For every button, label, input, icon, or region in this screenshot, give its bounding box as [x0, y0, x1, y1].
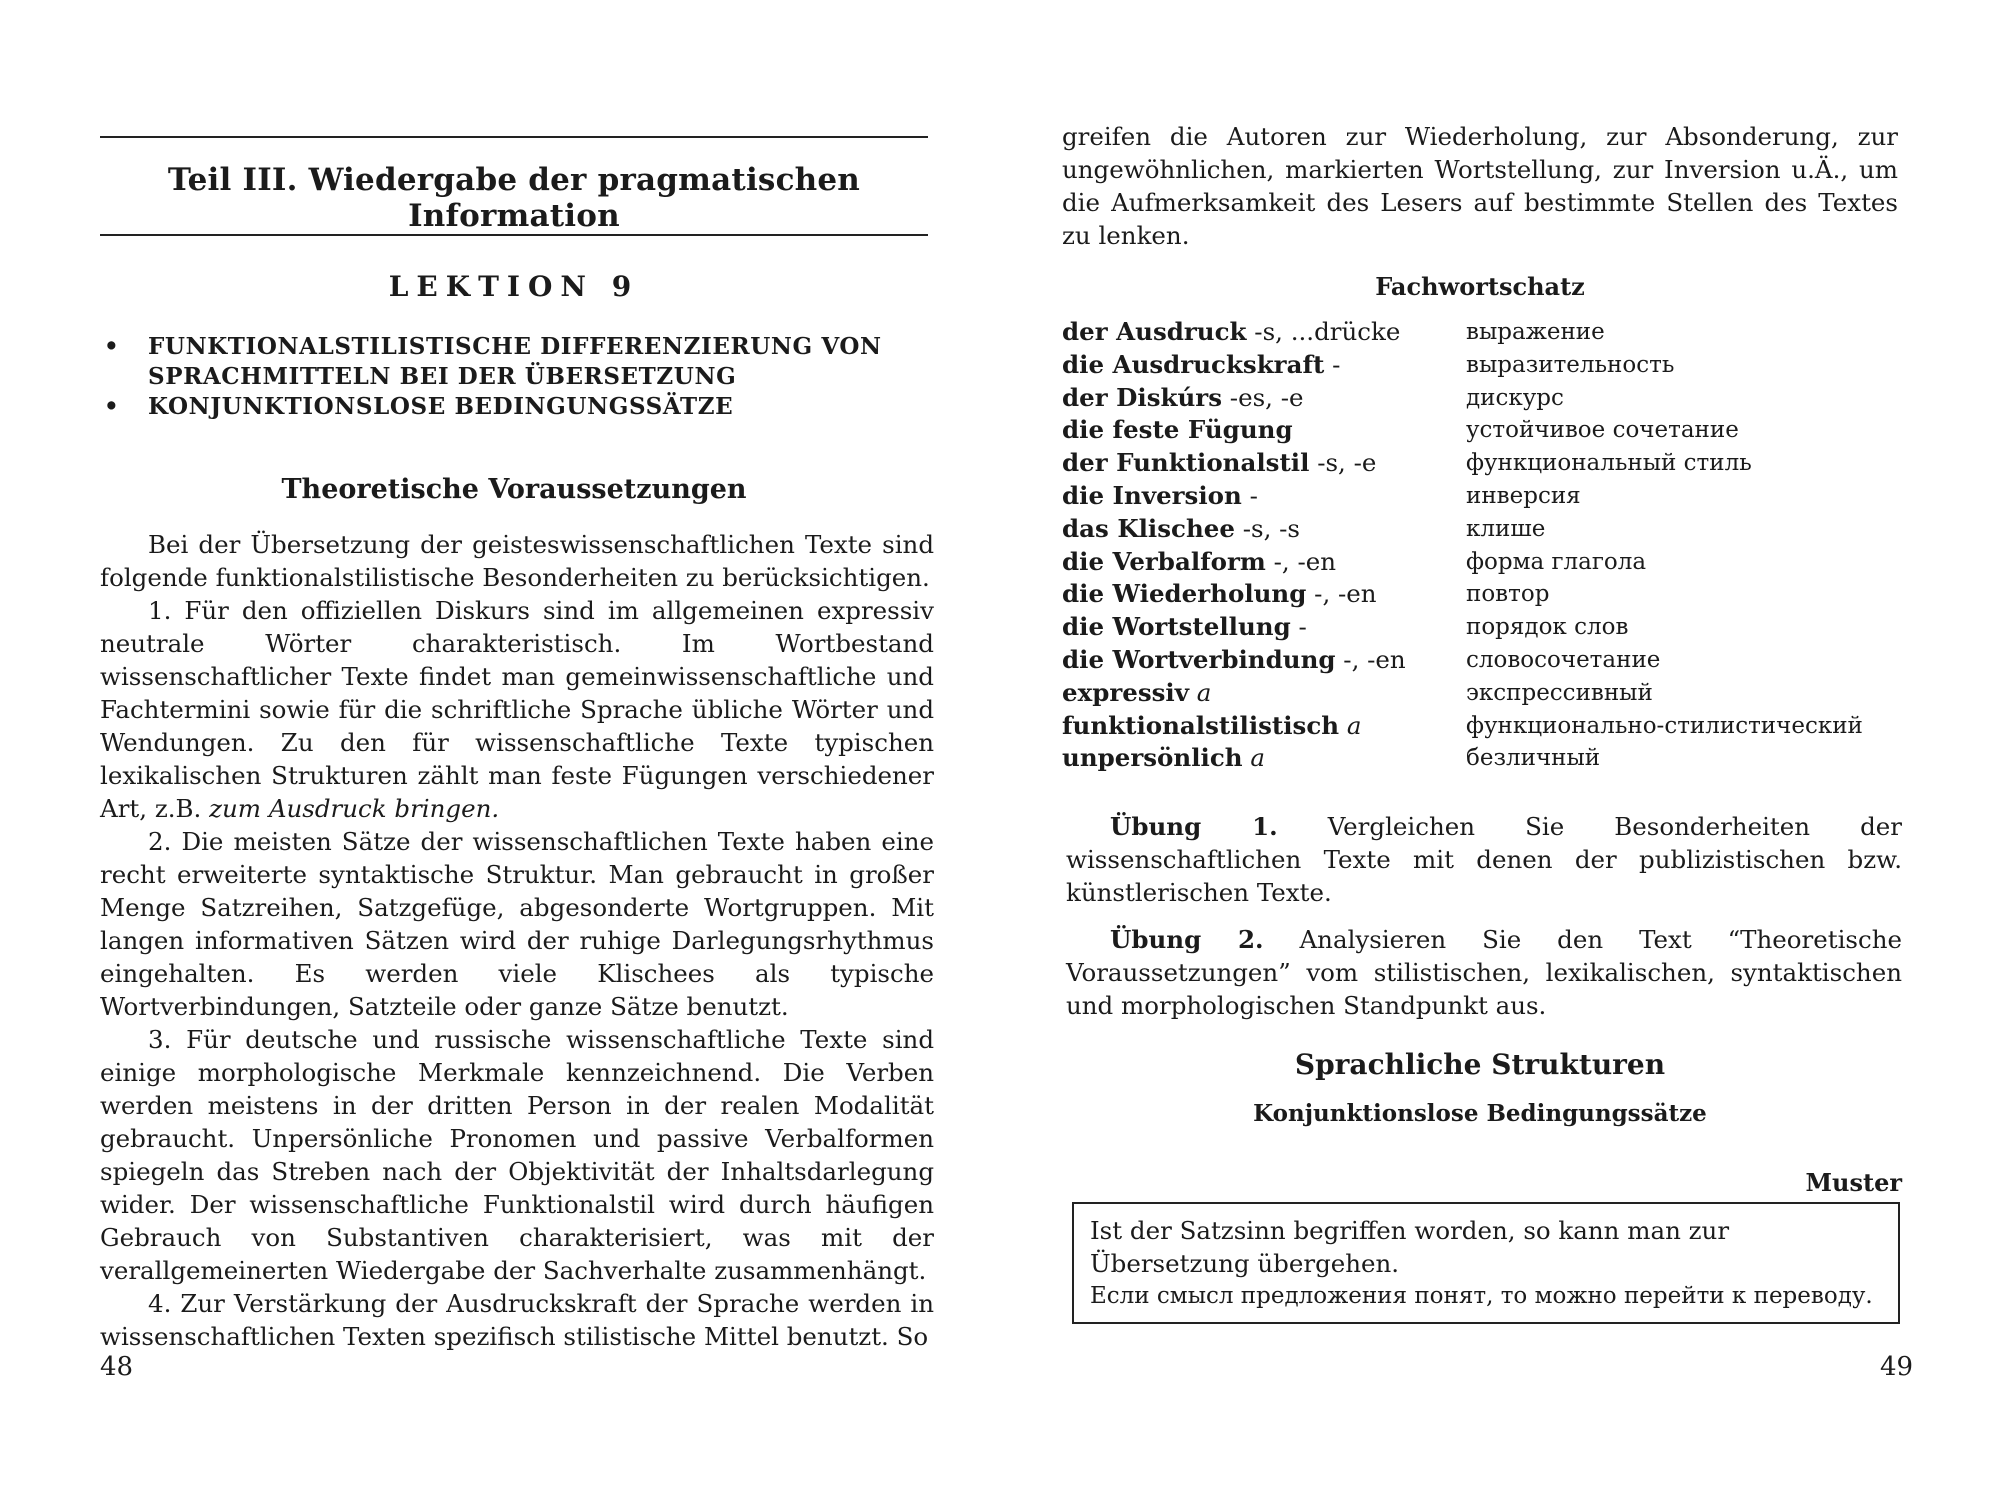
- vocab-row: [1062, 414, 1902, 447]
- vocab-de: [1062, 710, 1466, 743]
- vocab-term: expressiv: [1062, 677, 1189, 707]
- vocab-de: [1062, 742, 1466, 775]
- vocab-row: [1062, 677, 1902, 710]
- topic-item: • FUNKTIONALSTILISTISCHE DIFFERENZIERUNG VON SPRACHMITTELN BEI DER ÜBERSETZUNG: [100, 332, 930, 392]
- vocab-suffix: -: [1241, 480, 1258, 510]
- exercise-1-text: Vergleichen Sie Besonderheiten der wissenschaftlichen Texte mit denen der publizistischen bzw. künstlerischen Texte.: [1066, 812, 1902, 907]
- vocab-row: [1062, 480, 1902, 513]
- vocab-de: [1062, 578, 1466, 611]
- vocab-de: [1062, 382, 1466, 415]
- vocab-suffix: -s, -e: [1309, 448, 1377, 478]
- vocab-title: Fachwortschatz: [1375, 272, 1585, 301]
- vocab-de: [1062, 677, 1466, 710]
- vocab-ru: функциональный стиль: [1466, 450, 1752, 477]
- vocab-de: [1062, 316, 1466, 349]
- vocab-ru: инверсия: [1466, 482, 1581, 509]
- continuation-text: greifen die Autoren zur Wiederholung, zur Absonderung, zur ungewöhnlichen, markierten Wortstellung, zur Inversion u.Ä., um die Aufmerksamkeit des Lesers auf bestimmte Stellen des Textes zu lenken.: [1062, 122, 1898, 250]
- muster-label: Muster: [1805, 1168, 1902, 1197]
- paragraph-2: 2. Die meisten Sätze der wissenschaftlichen Texte haben eine recht erweiterte syntaktische Struktur. Man gebraucht in großer Menge Satzreihen, Satzgefüge, abgesonderte Wortgruppen. Mit langen informativen Sätzen wird der ruhige Darlegungsrhythmus eingehalten. Es werden viele Klischees als typische Wortverbindungen, Satzteile oder ganze Sätze benutzt.: [100, 827, 934, 1021]
- example-russian: Если смысл предложения понят, то можно перейти к переводу.: [1090, 1283, 1873, 1309]
- vocab-row: [1062, 447, 1902, 480]
- vocab-de: [1062, 480, 1466, 513]
- vocab-term: die Ausdruckskraft: [1062, 349, 1325, 379]
- right-page: [1000, 0, 2000, 1486]
- vocab-row: [1062, 546, 1902, 579]
- vocab-ru: экспрессивный: [1466, 679, 1653, 706]
- vocab-suffix: -: [1290, 612, 1307, 642]
- vocab-suffix: -, -en: [1265, 546, 1337, 576]
- vocab-ru: безличный: [1466, 745, 1601, 772]
- vocab-de: [1062, 447, 1466, 480]
- section-title-theory: Theoretische Voraussetzungen: [281, 474, 747, 505]
- vocab-ru: функционально-стилистический: [1466, 712, 1863, 739]
- exercises: [1066, 810, 1902, 1036]
- vocab-de: [1062, 349, 1466, 382]
- vocab-row: [1062, 742, 1902, 775]
- vocab-ru: клише: [1466, 515, 1546, 542]
- vocab-row: [1062, 578, 1902, 611]
- vocab-term: die Wortverbindung: [1062, 644, 1336, 674]
- vocab-ru: выражение: [1466, 319, 1605, 345]
- vocab-suffix: -: [1324, 349, 1341, 379]
- vocab-row: [1062, 349, 1902, 382]
- vocab-ru: повтор: [1466, 581, 1550, 608]
- vocab-term: das Klischee: [1062, 513, 1235, 543]
- part-title: Teil III. Wiedergabe der pragmatischen Information: [167, 162, 861, 234]
- vocab-de: [1062, 644, 1466, 677]
- exercise-2-label: Übung 2.: [1110, 925, 1264, 954]
- vocab-term: die Inversion: [1062, 480, 1242, 510]
- exercise-1-label: Übung 1.: [1110, 812, 1278, 841]
- vocab-suffix: -es, -e: [1222, 382, 1304, 412]
- vocab-term: die Verbalform: [1062, 546, 1266, 576]
- vocab-row: [1062, 513, 1902, 546]
- paragraph-intro: Bei der Übersetzung der geisteswissenschaftlichen Texte sind folgende funktionalstilistische Besonderheiten zu berücksichtigen.: [100, 530, 934, 592]
- vocab-term: der Ausdruck: [1062, 317, 1247, 346]
- vocab-term: funktionalstilistisch: [1062, 710, 1340, 740]
- vocab-suffix: a: [1242, 743, 1265, 773]
- exercise-2: [1066, 923, 1902, 1022]
- vocab-row: [1062, 316, 1902, 349]
- vocab-term: unpersönlich: [1062, 743, 1243, 773]
- section-subtitle-conditional: Konjunktionslose Bedingungssätze: [1253, 1100, 1707, 1127]
- vocab-de: [1062, 546, 1466, 579]
- vocab-suffix: -, -en: [1335, 644, 1406, 674]
- vocab-de: [1062, 611, 1466, 644]
- vocab-suffix: -s, ...drücke: [1246, 317, 1401, 346]
- paragraph-3: 3. Für deutsche und russische wissenschaftliche Texte sind einige morphologische Merkmale kennzeichnend. Die Verben werden meistens in der dritten Person in der realen Modalität gebraucht. Unpersönliche Pronomen und passive Verbalformen spiegeln das Streben nach der Objektivität der Inhaltsdarlegung wider. Der wissenschaftliche Funktionalstil wird durch häufigen Gebrauch von Substantiven charakterisiert, was mit der verallgemeinerten Wiedergabe der Sachverhalte zusammenhängt.: [100, 1025, 934, 1285]
- vocab-ru: форма глагола: [1466, 548, 1647, 575]
- vocab-list: [1062, 316, 1902, 775]
- theory-text: [100, 528, 934, 1353]
- vocab-ru: дискурс: [1466, 384, 1564, 411]
- vocab-ru: порядок слов: [1466, 614, 1629, 641]
- example-german: Ist der Satzsinn begriffen worden, so kann man zur Übersetzung übergehen.: [1090, 1216, 1730, 1278]
- title-rule-bottom: [100, 234, 928, 236]
- vocab-suffix: -s, -s: [1234, 513, 1301, 543]
- paragraph-1: [100, 594, 934, 825]
- vocab-row: [1062, 710, 1902, 743]
- vocab-suffix: a: [1339, 710, 1362, 740]
- vocab-term: die Wortstellung: [1062, 612, 1291, 642]
- topic-list: [100, 332, 930, 422]
- lesson-heading: LEKTION 9: [388, 270, 640, 303]
- vocab-de: [1062, 414, 1466, 447]
- vocab-ru: устойчивое сочетание: [1466, 417, 1739, 444]
- paragraph-1-text: 1. Für den offiziellen Diskurs sind im allgemeinen expressiv neutrale Wörter charakteristisch. Im Wortbestand wissenschaftlicher Texte findet man gemeinwissenschaftliche und Fachtermini sowie für die schriftliche Sprache übliche Wörter und Wendungen. Zu den für wissenschaftliche Texte typischen lexikalischen Strukturen zählt man feste Fügungen verschiedener Art, z.B.: [100, 596, 934, 823]
- vocab-term: der Diskúrs: [1062, 382, 1222, 412]
- vocab-term: der Funktionalstil: [1062, 448, 1310, 478]
- topic-item: • KONJUNKTIONSLOSE BEDINGUNGSSÄTZE: [100, 392, 930, 422]
- paragraph-4: 4. Zur Verstärkung der Ausdruckskraft der Sprache werden in wissenschaftlichen Texten spezifisch stilistische Mittel benutzt. So: [100, 1289, 934, 1351]
- page-number-right: 49: [1880, 1352, 1914, 1382]
- example-box: [1072, 1202, 1900, 1324]
- vocab-ru: словосочетание: [1466, 646, 1661, 673]
- vocab-suffix: -, -en: [1306, 579, 1377, 609]
- vocab-row: [1062, 611, 1902, 644]
- vocab-row: [1062, 644, 1902, 677]
- vocab-term: die feste Fügung: [1062, 415, 1293, 445]
- vocab-row: [1062, 382, 1902, 415]
- vocab-ru: выразительность: [1466, 351, 1675, 378]
- title-rule-top: [100, 136, 928, 138]
- section-title-structures: Sprachliche Strukturen: [1294, 1048, 1666, 1081]
- vocab-suffix: a: [1188, 677, 1212, 707]
- exercise-1: [1066, 810, 1902, 909]
- vocab-de: [1062, 513, 1466, 546]
- exercise-2-text: Analysieren Sie den Text “Theoretische Voraussetzungen” vom stilistischen, lexikalischen, syntaktischen und morphologischen Standpunkt aus.: [1066, 925, 1902, 1020]
- vocab-term: die Wiederholung: [1062, 579, 1307, 609]
- page-number-left: 48: [100, 1352, 134, 1382]
- example-phrase: zum Ausdruck bringen.: [209, 794, 500, 823]
